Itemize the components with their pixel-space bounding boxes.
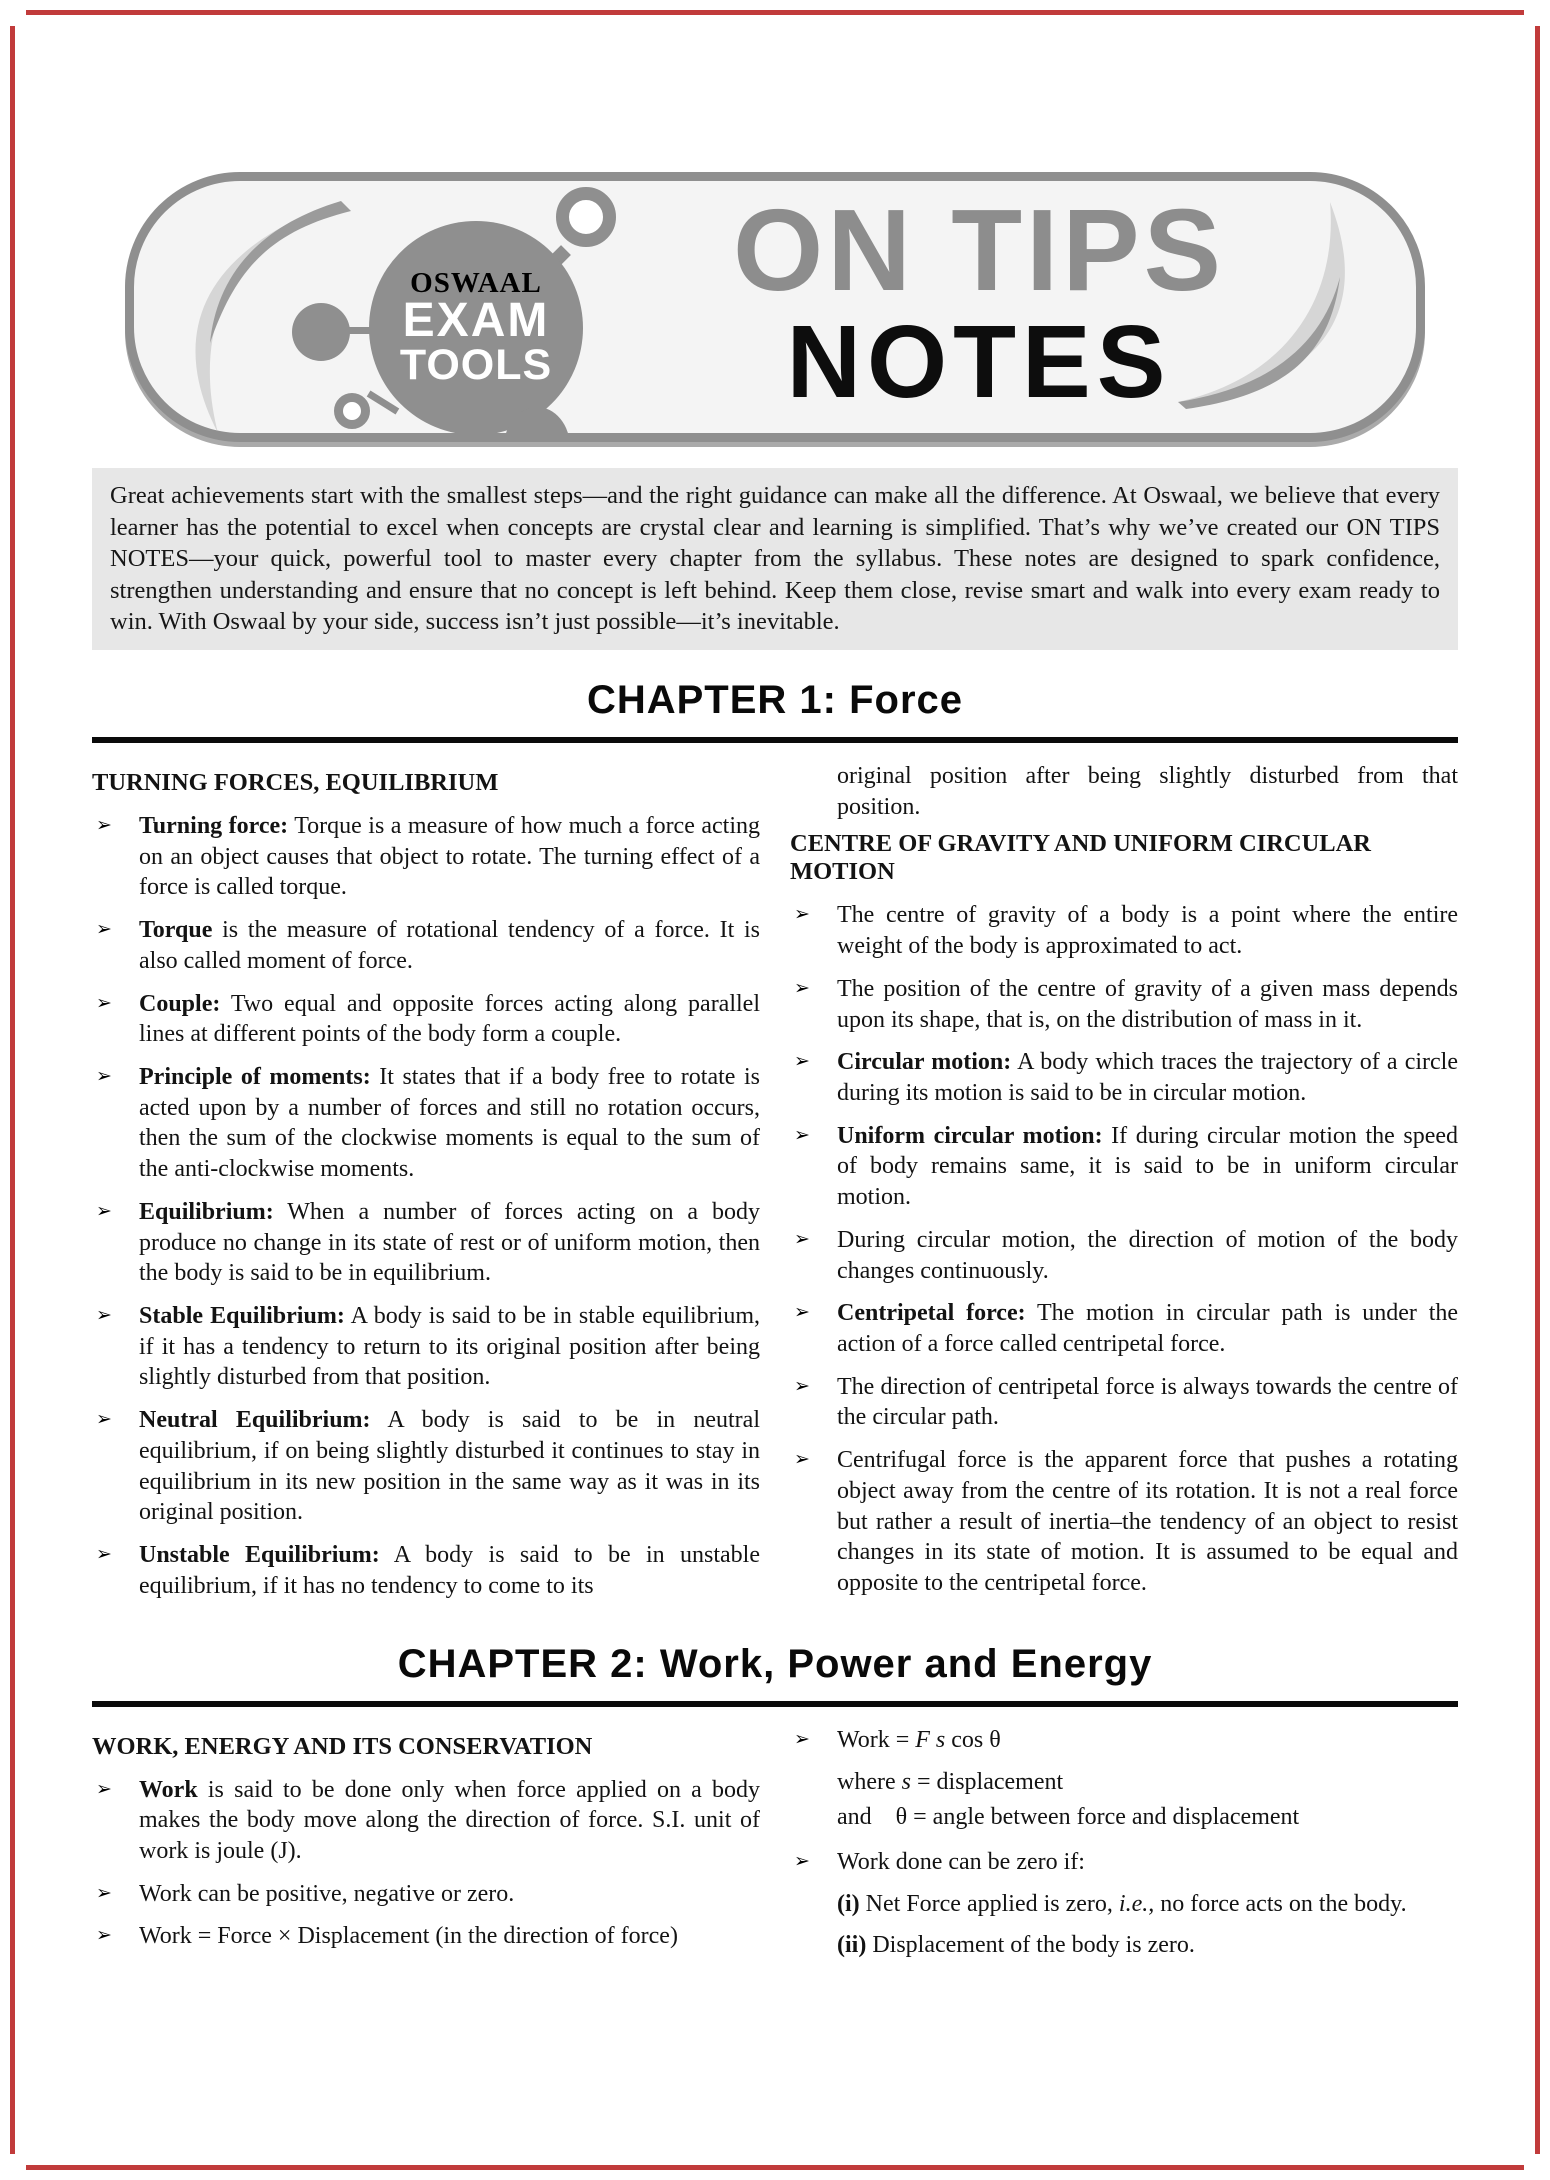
continuation-text: original position after being slightly disturbed from that position.	[837, 762, 1458, 820]
page-border-right	[1535, 26, 1540, 2154]
sub-item-i	[790, 1889, 1458, 1920]
bullet-arrow-icon: ➢	[794, 1374, 810, 1397]
chapter-2-right-column	[790, 1725, 1458, 1971]
bullet-arrow-icon: ➢	[794, 1123, 810, 1146]
bullet-arrow-icon: ➢	[96, 1543, 112, 1566]
list-item	[790, 1372, 1458, 1433]
chapter-1-left-column	[92, 761, 760, 1614]
bullet-arrow-icon: ➢	[794, 903, 810, 926]
section-heading: TURNING FORCES, EQUILIBRIUM	[92, 768, 499, 796]
list-item	[92, 1197, 760, 1289]
term: Principle of moments:	[139, 1064, 371, 1090]
definition: A body is said to be in unstable equilibrium, if it has no tendency to come to its	[139, 1542, 761, 1599]
formula-where-line	[790, 1767, 1458, 1798]
list-item-text	[837, 1374, 1458, 1431]
logo-brand-text: OSWAAL	[410, 267, 542, 300]
definition: Work can be positive, negative or zero.	[139, 1880, 515, 1907]
list-item-text	[139, 1923, 678, 1949]
formula-pre: Work =	[837, 1726, 916, 1753]
list-item-text	[139, 1064, 760, 1182]
list-item	[92, 1775, 760, 1867]
definition: Centrifugal force is the apparent force that pushes a rotating object away from the centre of its rotation. It is not a real force but rather a result of inertia–the tendency of an object to resist changes in its state of motion. It is assumed to be equal and opposite to the centripetal force.	[837, 1447, 1458, 1597]
term: Torque	[139, 917, 213, 944]
list-item	[92, 915, 760, 976]
term: Unstable Equilibrium:	[139, 1542, 380, 1569]
list-item	[790, 1298, 1458, 1359]
list-item-text	[139, 917, 760, 974]
sub-item-text: Net Force applied is zero,	[859, 1891, 1119, 1918]
list-item-text	[139, 813, 760, 900]
definition: A body is said to be in stable equilibrium, if it has a tendency to return to its original position after being slightly disturbed from that position.	[139, 1303, 760, 1391]
divider-rule	[92, 1701, 1458, 1707]
list-item-text	[139, 1777, 760, 1864]
chapter-1-title: CHAPTER 1: Force	[586, 677, 964, 722]
chapter-1-right-column	[790, 761, 1458, 1614]
list-item-text	[837, 976, 1458, 1033]
definition: The position of the centre of gravity of a given mass depends upon its shape, that is, on the distribution of mass in it.	[837, 975, 1458, 1033]
term: Turning force:	[139, 812, 289, 839]
list-item-text	[837, 902, 1458, 959]
list-item-text	[837, 1049, 1458, 1106]
definition: It states that if a body free to rotate is acted upon by a number of forces and still no rotation occurs, then the sum of the clockwise moments is equal to the sum of the anti-clockwise moments.	[139, 1064, 760, 1183]
term: Uniform circular motion:	[837, 1122, 1103, 1149]
chapter-2-left-column	[92, 1725, 760, 1971]
chapter-2-title: CHAPTER 2: Work, Power and Energy	[397, 1641, 1153, 1686]
page-border-left	[10, 26, 15, 2154]
sub-item-label: (i)	[837, 1891, 860, 1918]
bullet-arrow-icon: ➢	[794, 1849, 810, 1872]
definition: The direction of centripetal force is always towards the centre of the circular path.	[837, 1373, 1458, 1431]
section-heading: WORK, ENERGY AND ITS CONSERVATION	[92, 1732, 593, 1760]
sub-item-label: (ii)	[837, 1932, 867, 1959]
bullet-arrow-icon: ➢	[96, 1199, 112, 1222]
bullet-arrow-icon: ➢	[794, 1448, 810, 1471]
bullet-arrow-icon: ➢	[96, 1881, 112, 1904]
chapter-2-columns	[92, 1725, 1458, 1971]
list-item-text	[837, 1227, 1458, 1284]
term: Equilibrium:	[139, 1198, 274, 1225]
list-item	[92, 989, 760, 1050]
definition: The motion in circular path is under the action of a force called centripetal force.	[837, 1300, 1459, 1358]
list-item	[790, 1121, 1458, 1213]
bullet-arrow-icon: ➢	[96, 1304, 112, 1327]
definition: A body which traces the trajectory of a circle during its motion is said to be in circular motion.	[837, 1049, 1458, 1106]
bullet-arrow-icon: ➢	[794, 1227, 810, 1250]
list-item	[790, 900, 1458, 961]
bullet-arrow-icon: ➢	[96, 918, 112, 941]
list-item	[92, 1405, 760, 1528]
where-post: = displacement	[910, 1769, 1064, 1796]
bullet-arrow-icon: ➢	[794, 976, 810, 999]
list-item	[790, 1225, 1458, 1286]
term: Work	[139, 1776, 198, 1803]
definition: A body is said to be in neutral equilibrium, if on being slightly disturbed it continues to stay in equilibrium in its new position in the same way as it was in its original position.	[139, 1407, 760, 1526]
section-heading: CENTRE OF GRAVITY AND UNIFORM CIRCULAR MOTION	[790, 830, 1372, 886]
sub-item-text: no force acts on the body.	[1154, 1891, 1407, 1918]
list-item	[790, 1047, 1458, 1108]
logo-exam-text: EXAM	[402, 294, 550, 348]
definition: If during circular motion the speed of body remains same, it is said to be in uniform circular motion.	[837, 1122, 1458, 1211]
sub-item-text: Displacement of the body is zero.	[866, 1932, 1195, 1959]
header-banner	[125, 172, 1425, 442]
list-item	[92, 811, 760, 903]
bullet-arrow-icon: ➢	[96, 1408, 112, 1431]
list-item	[790, 974, 1458, 1035]
logo-tools-text: TOOLS	[399, 340, 553, 389]
definition: During circular motion, the direction of motion of the body changes continuously.	[837, 1226, 1458, 1284]
oswaal-logo	[284, 195, 634, 442]
list-item-text	[139, 991, 760, 1048]
page-border-bottom	[26, 2165, 1524, 2170]
banner-title-line2: NOTES	[786, 304, 1172, 420]
term: Couple:	[139, 990, 221, 1017]
term: Centripetal force:	[837, 1300, 1026, 1327]
definition: Torque is a measure of how much a force acting on an object causes that object to rotate. The turning effect of a force is called torque.	[139, 812, 760, 901]
bullet-arrow-icon: ➢	[794, 1727, 810, 1750]
list-item-text	[139, 1303, 760, 1390]
list-item	[92, 1062, 760, 1185]
definition: The centre of gravity of a body is a point where the entire weight of the body is approximated to act.	[837, 902, 1458, 960]
bullet-arrow-icon: ➢	[794, 1301, 810, 1324]
page-border-top	[26, 10, 1524, 15]
definition: Work = Force × Displacement (in the direction of force)	[139, 1923, 678, 1950]
term: Circular motion:	[837, 1049, 1012, 1076]
sub-item-ie: i.e.,	[1118, 1891, 1155, 1918]
bullet-arrow-icon: ➢	[96, 991, 112, 1014]
sub-item-ii	[790, 1930, 1458, 1961]
list-item	[92, 1540, 760, 1601]
definition: When a number of forces acting on a body produce no change in its state of rest or of uniform motion, then the body is said to be in equilibrium.	[139, 1198, 760, 1287]
chapter-1-columns	[92, 761, 1458, 1614]
bullet-arrow-icon: ➢	[96, 1065, 112, 1087]
definition: is the measure of rotational tendency of a force. It is also called moment of force.	[139, 917, 760, 974]
list-item-text	[139, 1881, 514, 1907]
term: Stable Equilibrium:	[139, 1303, 345, 1330]
bullet-arrow-icon: ➢	[96, 1777, 112, 1800]
list-item-text	[837, 1447, 1458, 1596]
list-item-text	[139, 1542, 760, 1599]
formula-text	[837, 1727, 1001, 1753]
list-item	[92, 1921, 760, 1952]
definition: Two equal and opposite forces acting along parallel lines at different points of the body form a couple.	[139, 990, 760, 1048]
list-item-text	[837, 1123, 1458, 1210]
logo-circle	[369, 221, 583, 435]
formula-and-line: and θ = angle between force and displacement	[837, 1803, 1300, 1830]
bullet-arrow-icon: ➢	[794, 1050, 810, 1073]
list-item	[92, 1879, 760, 1910]
bullet-arrow-icon: ➢	[96, 813, 112, 836]
list-item-text: Work done can be zero if:	[837, 1848, 1085, 1875]
list-item-text	[139, 1407, 760, 1525]
list-item	[92, 1301, 760, 1393]
term: Neutral Equilibrium:	[139, 1407, 371, 1434]
formula-variables: F s	[915, 1726, 946, 1753]
where-pre: where	[837, 1769, 902, 1796]
definition: is said to be done only when force applied on a body makes the body move along the direction of force. S.I. unit of work is joule (J).	[139, 1776, 760, 1864]
list-item	[790, 1847, 1458, 1878]
list-item-text	[139, 1199, 760, 1286]
list-item	[790, 1725, 1458, 1756]
divider-rule	[92, 737, 1458, 743]
where-variable: s	[901, 1769, 911, 1796]
molecule-ring-icon	[334, 393, 370, 429]
banner-title-line1: ON TIPS	[732, 185, 1226, 315]
list-item	[790, 1445, 1458, 1599]
list-item-text	[837, 1300, 1458, 1357]
formula-post: cos θ	[945, 1726, 1001, 1753]
intro-paragraph: Great achievements start with the smallest steps—and the right guidance can make all the difference. At Oswaal, we believe that every learner has the potential to excel when concepts are crystal clear and learning is simplified. That’s why we’ve created our ON TIPS NOTES—your quick, powerful tool to master every chapter from the syllabus. These notes are designed to spark confidence, strengthen understanding and ensure that no concept is left behind. Keep them close, revise smart and walk into every exam ready to win. With Oswaal by your side, success isn’t just possible—it’s inevitable.	[92, 468, 1458, 650]
bullet-arrow-icon: ➢	[96, 1924, 112, 1947]
banner-title	[604, 185, 1354, 420]
